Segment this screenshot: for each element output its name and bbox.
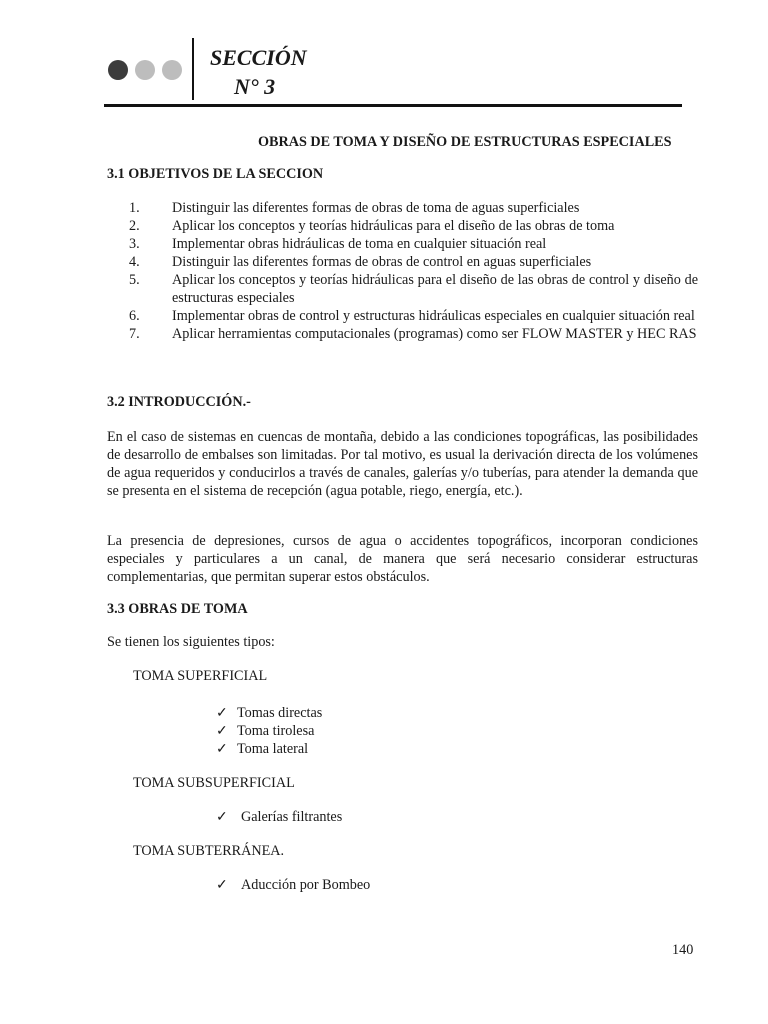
checklist-superficial <box>216 704 322 758</box>
dark-dot-icon <box>108 60 128 80</box>
list-item: 4. Distinguir las diferentes formas de obras de control en aguas superficiales <box>129 254 592 270</box>
types-intro: Se tienen los siguientes tipos: <box>107 634 275 650</box>
checklist-subterranea <box>216 876 370 894</box>
section-number: N° 3 <box>234 74 276 99</box>
list-item: 6. Implementar obras de control y estructuras hidráulicas especiales en cualquier situación real <box>129 308 695 324</box>
list-item: 7. Aplicar herramientas computacionales (programas) como ser FLOW MASTER y HEC RAS <box>129 326 697 342</box>
list-item: 5. Aplicar los conceptos y teorías hidráulicas para el diseño de las obras de control y diseño de estructuras especiales <box>129 272 698 306</box>
checkmark-icon: ✓ <box>216 723 228 739</box>
grey-dot-icon <box>162 60 182 80</box>
section-label: SECCIÓN <box>210 45 307 70</box>
group-label-subterranea: TOMA SUBTERRÁNEA. <box>133 843 285 859</box>
grey-dot-icon <box>135 60 155 80</box>
list-item: 3. Implementar obras hidráulicas de toma en cualquier situación real <box>129 236 547 252</box>
list-item: ✓ Aducción por Bombeo <box>216 877 371 893</box>
section-heading-objectives: 3.1 OBJETIVOS DE LA SECCION <box>107 166 324 182</box>
group-label-subsuperficial: TOMA SUBSUPERFICIAL <box>133 775 295 791</box>
list-item: ✓ Toma tirolesa <box>216 723 315 739</box>
header-rule <box>104 104 682 107</box>
intro-paragraph-2: La presencia de depresiones, cursos de agua o accidentes topográficos, incorporan condiciones especiales y particulares a un canal, de manera que será necesario considerar estructuras complementarias, que permitan superar estos obstáculos. <box>107 533 698 585</box>
section-heading-obras-de-toma: 3.3 OBRAS DE TOMA <box>107 601 248 617</box>
checkmark-icon: ✓ <box>216 741 228 757</box>
list-item: ✓ Galerías filtrantes <box>216 809 343 825</box>
page-number: 140 <box>672 942 694 958</box>
checkmark-icon: ✓ <box>216 705 228 721</box>
checkmark-icon: ✓ <box>216 877 228 893</box>
group-label-superficial: TOMA SUPERFICIAL <box>133 668 268 684</box>
header-vertical-divider <box>192 38 194 100</box>
page-title: OBRAS DE TOMA Y DISEÑO DE ESTRUCTURAS ESPECIALES <box>258 134 672 150</box>
list-item: 2. Aplicar los conceptos y teorías hidráulicas para el diseño de las obras de toma <box>129 218 615 234</box>
list-item: 1. Distinguir las diferentes formas de obras de toma de aguas superficiales <box>129 200 580 216</box>
list-item: ✓ Toma lateral <box>216 741 309 757</box>
intro-paragraph-1: En el caso de sistemas en cuencas de montaña, debido a las condiciones topográficas, las posibilidades de desarrollo de embalses son limitadas. Por tal motivo, es usual la derivación directa de los volúmenes de agua requeridos y conducirlos a través de canales, galerías y/o tuberías, para atender la demanda que se presenta en el sistema de recepción (agua potable, riego, energía, etc.). <box>107 429 698 499</box>
checkmark-icon: ✓ <box>216 809 228 825</box>
objectives-list <box>107 199 698 343</box>
checklist-subsuperficial <box>216 808 342 826</box>
list-item: ✓ Tomas directas <box>216 705 323 721</box>
section-heading-introduction: 3.2 INTRODUCCIÓN.- <box>107 394 251 410</box>
